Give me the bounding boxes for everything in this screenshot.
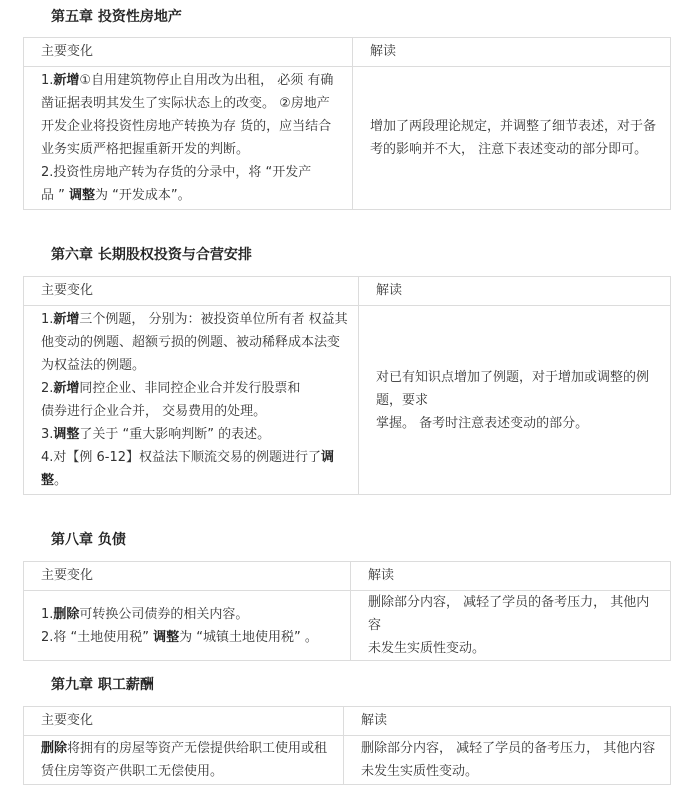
table-row (24, 306, 671, 495)
interpretation-line: 删除部分内容， 减轻了学员的备考压力， 其他内容 (361, 741, 656, 756)
section-title: 第六章 长期股权投资与合营安排 (51, 247, 252, 263)
header-main-changes: 主要变化 (24, 707, 344, 736)
header-main-changes: 主要变化 (24, 38, 353, 67)
change-text: 债券进行企业合并， 交易费用的处理。 (41, 404, 267, 419)
change-keyword: 删除 (53, 606, 80, 622)
change-text: 1. (41, 606, 54, 622)
interpretation-cell (351, 591, 671, 661)
change-keyword: 删除 (41, 741, 68, 756)
change-table (23, 706, 671, 785)
interpretation-line: 题，要求 (376, 392, 429, 408)
change-line (41, 161, 352, 184)
header-interpretation: 解读 (353, 38, 671, 67)
header-interpretation: 解读 (351, 562, 671, 591)
change-text: 赁住房等资产供职工无偿使用。 (41, 764, 224, 779)
interpretation-line: 掌握。 备考时注意表述变动的部分。 (376, 415, 589, 431)
change-text: 业务实质严格把握重新开发的判断。 (41, 142, 250, 157)
change-text: 为 “城镇土地使用税” 。 (179, 629, 318, 645)
change-line (41, 423, 358, 446)
table-header-row (24, 277, 671, 306)
change-line (41, 626, 350, 649)
change-keyword: 调 (321, 450, 335, 465)
changes-cell (24, 736, 344, 785)
change-line (41, 92, 352, 115)
section-title: 第八章 负债 (51, 532, 126, 548)
change-text: 为 “开发成本”。 (95, 188, 191, 203)
change-keyword: 调整 (153, 629, 180, 645)
change-text: 1. (41, 312, 54, 327)
change-keyword: 新增 (53, 312, 80, 327)
change-line (41, 308, 358, 331)
change-table (23, 561, 671, 661)
change-text: 品 ” (41, 188, 69, 203)
change-text: ①自用建筑物停止自用改为出租， 必须 有确 (79, 73, 334, 88)
interpretation-line: 对已有知识点增加了例题，对于增加或调整的例 (376, 369, 650, 385)
header-main-changes: 主要变化 (24, 277, 359, 306)
change-line (41, 184, 352, 207)
change-text: 了关于 “重大影响判断” 的表述。 (79, 427, 271, 442)
interpretation-cell (359, 306, 671, 495)
change-text: 凿证据表明其发生了实际状态上的改变。 ②房地产 (41, 96, 330, 111)
change-text: 1. (41, 73, 54, 88)
table-row (24, 591, 671, 661)
table-row (24, 736, 671, 785)
change-line (41, 377, 358, 400)
interpretation-cell (353, 67, 671, 210)
change-text: 3. (41, 427, 54, 442)
change-keyword: 整 (41, 473, 55, 488)
change-line (41, 69, 352, 92)
change-table (23, 276, 671, 495)
change-keyword: 新增 (53, 381, 80, 396)
change-text: 同控企业、非同控企业合并发行股票和 (79, 381, 301, 396)
change-line (41, 760, 343, 783)
change-line (41, 469, 358, 492)
interpretation-cell (344, 736, 671, 785)
interpretation-line: 增加了两段理论规定，并调整了细节表述，对于备 (370, 119, 657, 134)
change-text: 2. (41, 381, 54, 396)
changes-cell (24, 591, 351, 661)
interpretation-line: 删除部分内容， 减轻了学员的备考压力， 其他内容 (368, 595, 650, 633)
section-title: 第五章 投资性房地产 (51, 9, 182, 25)
change-text: 三个例题， 分别为：被投资单位所有者 权益其 (79, 312, 348, 327)
interpretation-line: 未发生实质性变动。 (361, 764, 479, 779)
change-keyword: 调整 (53, 427, 80, 442)
change-keyword: 新增 (53, 73, 80, 88)
table-row (24, 67, 671, 210)
change-text: 将拥有的房屋等资产无偿提供给职工使用或租 (67, 741, 328, 756)
change-text: 可转换公司债券的相关内容。 (79, 606, 249, 622)
interpretation-line: 考的影响并不大， 注意下表述变动的部分即可。 (370, 142, 648, 157)
change-text: 他变动的例题、超额亏损的例题、被动稀释成本法变 (41, 335, 341, 350)
change-line (41, 354, 358, 377)
table-header-row (24, 38, 671, 67)
change-text: 2.投资性房地产转为存货的分录中，将 “开发产 (41, 165, 312, 180)
header-main-changes: 主要变化 (24, 562, 351, 591)
changes-cell (24, 67, 353, 210)
change-text: 为权益法的例题。 (41, 358, 146, 373)
table-header-row (24, 562, 671, 591)
change-text: 。 (54, 473, 68, 488)
change-line (41, 446, 358, 469)
change-line (41, 331, 358, 354)
change-line (41, 400, 358, 423)
change-keyword: 调整 (69, 188, 96, 203)
table-header-row (24, 707, 671, 736)
change-line (41, 138, 352, 161)
interpretation-line: 未发生实质性变动。 (368, 641, 486, 656)
changes-cell (24, 306, 359, 495)
header-interpretation: 解读 (344, 707, 671, 736)
change-line (41, 603, 350, 626)
change-line (41, 115, 352, 138)
change-text: 开发企业将投资性房地产转换为存 货的，应当结合 (41, 119, 332, 134)
change-text: 4.对【例 6-12】权益法下顺流交易的例题进行了 (41, 450, 322, 465)
change-line (41, 737, 343, 760)
section-title: 第九章 职工薪酬 (51, 677, 154, 693)
change-text: 2.将 “土地使用税” (41, 629, 154, 645)
change-table (23, 37, 671, 210)
header-interpretation: 解读 (359, 277, 671, 306)
